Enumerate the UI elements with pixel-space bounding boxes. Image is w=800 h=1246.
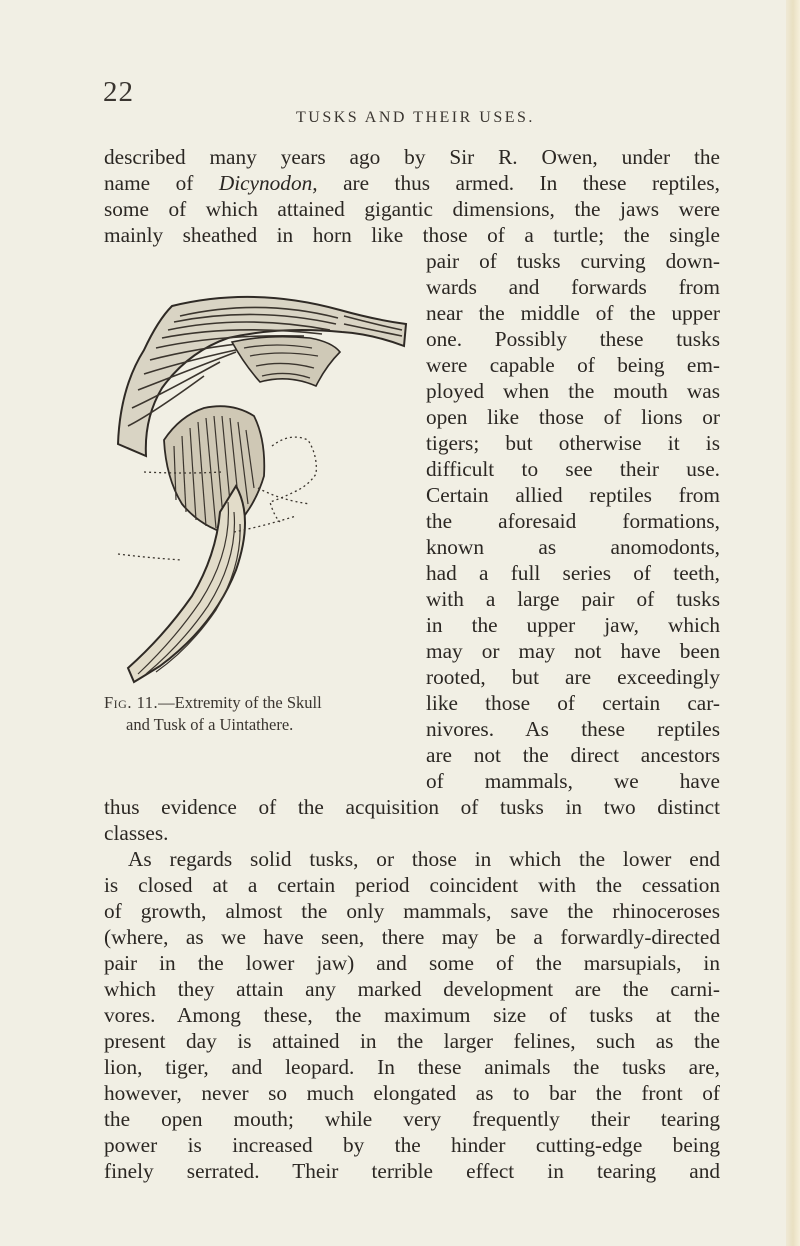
- text-line: is closed at a certain period coincident with the cessation: [104, 873, 720, 897]
- text-line: Certain allied reptiles from: [426, 483, 720, 507]
- figure-illustration: [104, 290, 416, 690]
- text-span: name of: [104, 171, 219, 195]
- text-line: [104, 170, 720, 196]
- dotted-outline: [270, 437, 316, 522]
- text-span: are thus armed. In these reptiles,: [317, 171, 720, 195]
- text-line: with a large pair of tusks: [426, 587, 720, 611]
- figure-caption-line: [104, 692, 420, 714]
- text-line: (where, as we have seen, there may be a forwardly-directed: [104, 925, 720, 949]
- jaw: [164, 406, 264, 534]
- text-line: finely serrated. Their terrible effect in tearing and: [104, 1159, 720, 1183]
- text-line: rooted, but are exceedingly: [426, 665, 720, 689]
- text-line: known as anomodonts,: [426, 535, 720, 559]
- text-line: near the middle of the upper: [426, 301, 720, 325]
- text-line: power is increased by the hinder cutting-edge being: [104, 1133, 720, 1157]
- text-line: however, never so much elongated as to bar the front of: [104, 1081, 720, 1105]
- text-line: ployed when the mouth was: [426, 379, 720, 403]
- text-line: pair in the lower jaw) and some of the marsupials, in: [104, 951, 720, 975]
- tusk: [128, 486, 245, 682]
- text-line: described many years ago by Sir R. Owen, under the: [104, 145, 720, 169]
- text-line: may or may not have been: [426, 639, 720, 663]
- text-line: in the upper jaw, which: [426, 613, 720, 637]
- text-line: like those of certain car-: [426, 691, 720, 715]
- text-line: mainly sheathed in horn like those of a turtle; the single: [104, 223, 720, 247]
- text-line: As regards solid tusks, or those in which the lower end: [128, 847, 720, 871]
- figure-caption-line: and Tusk of a Uintathere.: [126, 715, 294, 734]
- text-line: open like those of lions or: [426, 405, 720, 429]
- text-line: which they attain any marked development are the carni-: [104, 977, 720, 1001]
- text-line: had a full series of teeth,: [426, 561, 720, 585]
- text-line: some of which attained gigantic dimensions, the jaws were: [104, 197, 720, 221]
- caption-text: —Extremity of the Skull: [158, 693, 322, 712]
- text-line: are not the direct ancestors: [426, 743, 720, 767]
- figure-label: Fig. 11.: [104, 693, 159, 712]
- text-line: lion, tiger, and leopard. In these animals the tusks are,: [104, 1055, 720, 1079]
- text-line: the open mouth; while very frequently their tearing: [104, 1107, 720, 1131]
- text-line: pair of tusks curving down-: [426, 249, 720, 273]
- text-line: wards and forwards from: [426, 275, 720, 299]
- text-line: thus evidence of the acquisition of tusks in two distinct: [104, 795, 720, 819]
- running-head: TUSKS AND THEIR USES.: [296, 109, 535, 126]
- dotted-pointer-2: [258, 488, 310, 504]
- text-line: classes.: [104, 821, 169, 845]
- text-line: the aforesaid formations,: [426, 509, 720, 533]
- page-edge: [786, 0, 800, 1246]
- dotted-pointer-4: [118, 554, 182, 560]
- text-line: one. Possibly these tusks: [426, 327, 720, 351]
- page-number: 22: [103, 76, 134, 108]
- genus-name: Dicynodon,: [218, 171, 318, 195]
- text-line: present day is attained in the larger felines, such as the: [104, 1029, 720, 1053]
- text-line: were capable of being em-: [426, 353, 720, 377]
- text-line: of growth, almost the only mammals, save the rhinoceroses: [104, 899, 720, 923]
- frontal-ridge: [232, 337, 340, 386]
- text-line: of mammals, we have: [426, 769, 720, 793]
- text-line: vores. Among these, the maximum size of tusks at the: [104, 1003, 720, 1027]
- text-line: difficult to see their use.: [426, 457, 720, 481]
- text-line: tigers; but otherwise it is: [426, 431, 720, 455]
- text-line: nivores. As these reptiles: [426, 717, 720, 741]
